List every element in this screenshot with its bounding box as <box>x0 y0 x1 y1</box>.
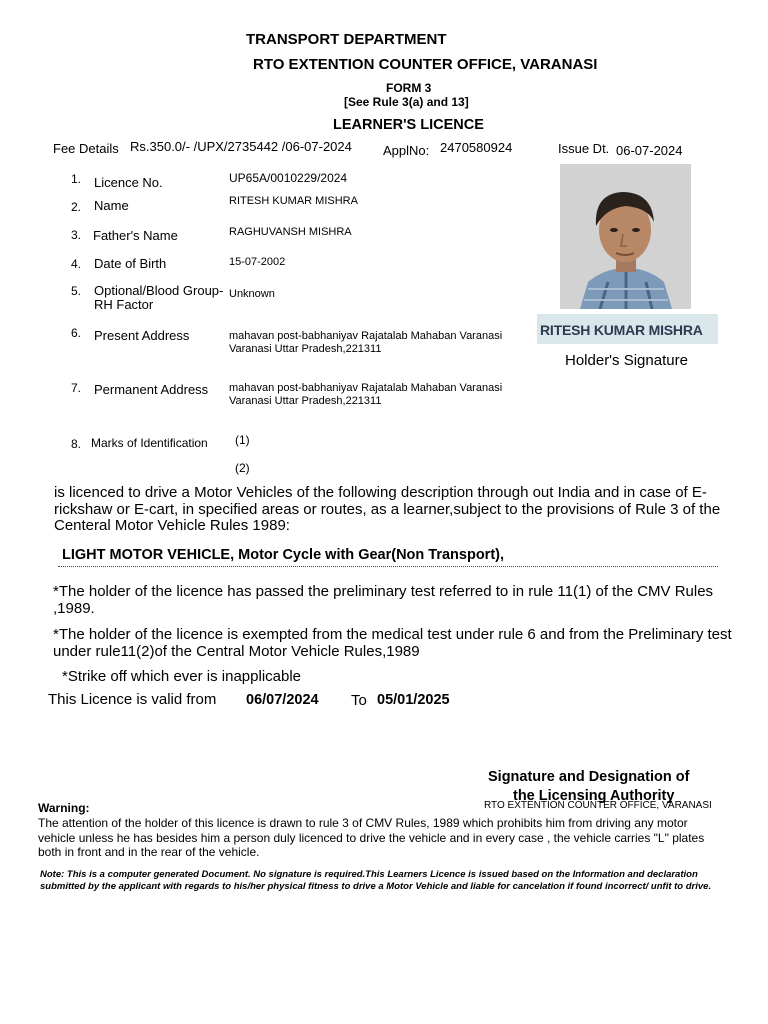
appl-label: ApplNo: <box>383 143 430 158</box>
appl-value: 2470580924 <box>440 140 513 155</box>
valid-to-label: To <box>351 692 367 709</box>
field-label-blood-group: Optional/Blood Group- <box>94 283 224 298</box>
field-value-marks-1: (1) <box>235 433 250 447</box>
field-value-permanent-address-2: Varanasi Uttar Pradesh,221311 <box>229 395 382 407</box>
issue-date-label: Issue Dt. <box>558 141 610 156</box>
licence-description: is licenced to drive a Motor Vehicles of the following description through out India and in case of E-rickshaw or E-cart, in specified areas or routes, as a learner,subject to the provisions of Rule 3 of the Centeral Motor Vehicle Rules 1989: <box>54 484 721 534</box>
note-preliminary-test: *The holder of the licence has passed the preliminary test referred to in rule 11(1) of the CMV Rules ,1989. <box>53 583 714 617</box>
authority-designation-label: the Licensing Authority <box>513 788 675 804</box>
strike-off-note: *Strike off which ever is inapplicable <box>62 668 302 685</box>
field-num: 1. <box>71 172 82 186</box>
field-num: 7. <box>71 381 82 395</box>
computer-generated-note: Note: This is a computer generated Document. No signature is required.This Learners Licence is issued based on the Information and declaration submitted by the applicant with regards to his/her physical fitness to drive a Motor Vehicle and liable for cancelation if found incorrect/ unfit to drive. <box>40 869 712 892</box>
authority-signature-label: Signature and Designation of <box>488 769 690 785</box>
authority-office: RTO EXTENTION COUNTER OFFICE, VARANASI <box>484 800 712 811</box>
signature-text: RITESH KUMAR MISHRA <box>540 322 703 338</box>
warning-label: Warning: <box>38 801 90 815</box>
holder-photo <box>560 164 691 309</box>
holder-signature-image <box>537 314 718 344</box>
field-value-marks-2: (2) <box>235 461 250 475</box>
field-label-licence-no: Licence No. <box>94 175 163 190</box>
document-title: LEARNER'S LICENCE <box>333 117 484 133</box>
field-num: 6. <box>71 326 82 340</box>
form-number: FORM 3 <box>386 81 432 95</box>
field-value-present-address: mahavan post-babhaniyav Rajatalab Mahaban Varanasi <box>229 330 503 342</box>
valid-to-date: 05/01/2025 <box>377 692 450 708</box>
field-label-permanent-address: Permanent Address <box>94 382 209 397</box>
holder-signature-caption: Holder's Signature <box>565 352 688 369</box>
field-num: 2. <box>71 200 82 214</box>
field-value-permanent-address: mahavan post-babhaniyav Rajatalab Mahaban Varanasi <box>229 382 503 394</box>
fee-value: Rs.350.0/- /UPX/2735442 /06-07-2024 <box>130 139 352 154</box>
note-medical-test: *The holder of the licence is exempted from the medical test under rule 6 and from the Preliminary test under rule11(2)of the Central Motor Vehicle Rules,1989 <box>53 626 732 660</box>
issue-date-value: 06-07-2024 <box>616 143 683 158</box>
field-label-present-address: Present Address <box>94 328 190 343</box>
fee-label: Fee Details <box>53 141 119 156</box>
field-label-dob: Date of Birth <box>94 256 167 271</box>
field-num: 3. <box>71 228 82 242</box>
field-num: 5. <box>71 284 82 298</box>
field-value-licence-no: UP65A/0010229/2024 <box>229 171 348 185</box>
field-num: 8. <box>71 437 82 451</box>
vehicle-class-dotted-line <box>58 566 718 567</box>
department-title: TRANSPORT DEPARTMENT <box>246 31 447 48</box>
office-title: RTO EXTENTION COUNTER OFFICE, VARANASI <box>253 56 598 73</box>
field-label-rh-factor: RH Factor <box>94 297 154 312</box>
vehicle-class: LIGHT MOTOR VEHICLE, Motor Cycle with Gear(Non Transport), <box>62 547 505 563</box>
form-rule: [See Rule 3(a) and 13] <box>344 95 469 109</box>
field-num: 4. <box>71 257 82 271</box>
field-label-father-name: Father's Name <box>93 228 178 243</box>
field-value-name: RITESH KUMAR MISHRA <box>229 195 358 207</box>
warning-text: The attention of the holder of this licence is drawn to rule 3 of CMV Rules, 1989 which prohibits him from driving any motor vehicle unless he has besides him a person duly licenced to drive the vehicle and in every case , the vehicle carries "L" plates both in front and in the rear of the vehicle. <box>38 816 705 859</box>
field-value-present-address-2: Varanasi Uttar Pradesh,221311 <box>229 343 382 355</box>
valid-from-label: This Licence is valid from <box>48 691 217 708</box>
field-value-dob: 15-07-2002 <box>229 256 286 268</box>
field-label-name: Name <box>94 198 129 213</box>
valid-from-date: 06/07/2024 <box>246 692 319 708</box>
field-value-father-name: RAGHUVANSH MISHRA <box>229 226 352 238</box>
field-value-blood-group: Unknown <box>229 288 275 300</box>
field-label-marks: Marks of Identification <box>91 436 208 450</box>
